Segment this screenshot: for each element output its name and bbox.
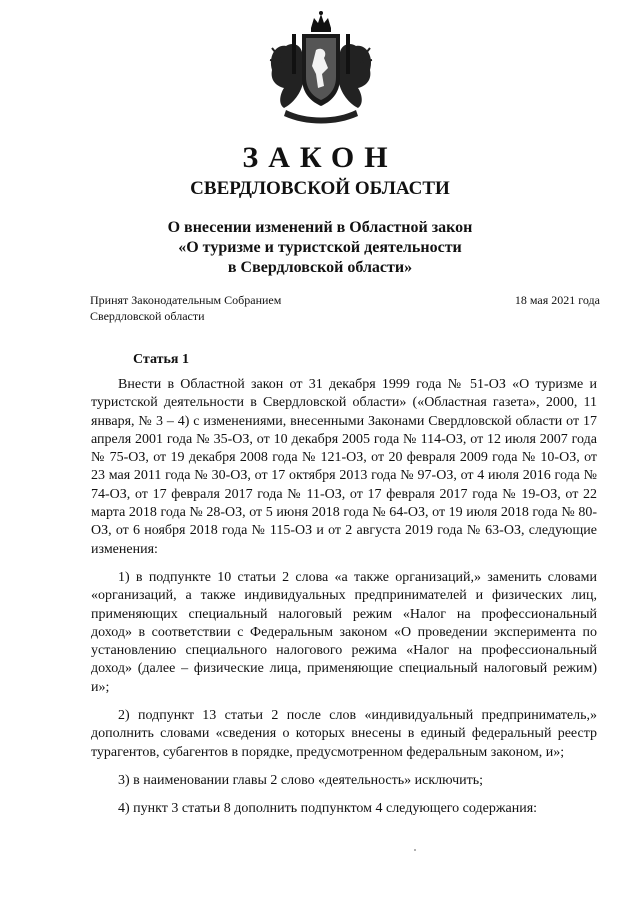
adopted-date: 18 мая 2021 года <box>514 293 600 307</box>
scan-speck <box>414 849 416 851</box>
paragraph: 4) пункт 3 статьи 8 дополнить подпунктом 4 следующего содержания: <box>118 801 538 817</box>
adopted-line: Свердловской области <box>90 309 205 323</box>
article-title: Статья 1 <box>133 352 189 367</box>
paragraph: Внести в Областной закон от 31 декабря 1999 года № 51-ОЗ «О туризме и туристской деятельности в Свердловской области» («Областная газета», 2000, 11 января, № 3 – 4) с изменениями, внесенными Законами Свердловской области от 17 апреля 2001 года № 35-ОЗ, от 10 декабря 2005 года № 114-ОЗ, от 12 июля 2007 года № 75-ОЗ, от 19 декабря 2008 года № 121-ОЗ, от 20 февраля 2009 года № 10-ОЗ, от 23 мая 2011 года № 30-ОЗ, от 17 октября 2013 года № 97-ОЗ, от 4 июля 2016 года № 74-ОЗ, от 17 февраля 2017 года № 11-ОЗ, от 17 февраля 2017 года № 19-ОЗ, от 22 марта 2018 года № 28-ОЗ, от 5 июня 2018 года № 64-ОЗ, от 19 июля 2018 года № 80-ОЗ, от 6 ноября 2018 года № 115-ОЗ и от 2 августа 2019 года № 63-ОЗ, следующие изменения: <box>91 377 597 557</box>
heading-line: в Свердловской области» <box>227 259 413 276</box>
document-subtitle: СВЕРДЛОВСКОЙ ОБЛАСТИ <box>190 178 450 199</box>
article-body <box>91 376 597 829</box>
heading-line: «О туризме и туристской деятельности <box>178 239 462 256</box>
heading-line: О внесении изменений в Областной закон <box>167 219 473 236</box>
paragraph: 2) подпункт 13 статьи 2 после слов «индивидуальный предприниматель,» дополнить словами «сведения о которых внесены в единый федеральный реестр турагентов, субагентов в порядке, предусмотренном федеральным законом, и»; <box>91 708 597 760</box>
document-title: ЗАКОН <box>242 141 398 174</box>
paragraph: 1) в подпункте 10 статьи 2 слова «а также организаций,» заменить словами «организаций, а также индивидуальных предпринимателей и физических лиц, применяющих специальный налоговый режим «Налог на профессиональный доход» в соответствии с Федеральным законом «О проведении эксперимента по установлению специального налогового режима «Налог на профессиональный доход» (далее – физические лица, применяющие специальный налоговый режим) и»; <box>91 569 597 695</box>
adopted-line: Принят Законодательным Собранием <box>90 293 282 307</box>
paragraph: 3) в наименовании главы 2 слово «деятельность» исключить; <box>118 772 483 788</box>
coat-of-arms-emblem <box>262 8 380 126</box>
adopted-by <box>90 292 281 324</box>
law-heading <box>140 218 500 278</box>
